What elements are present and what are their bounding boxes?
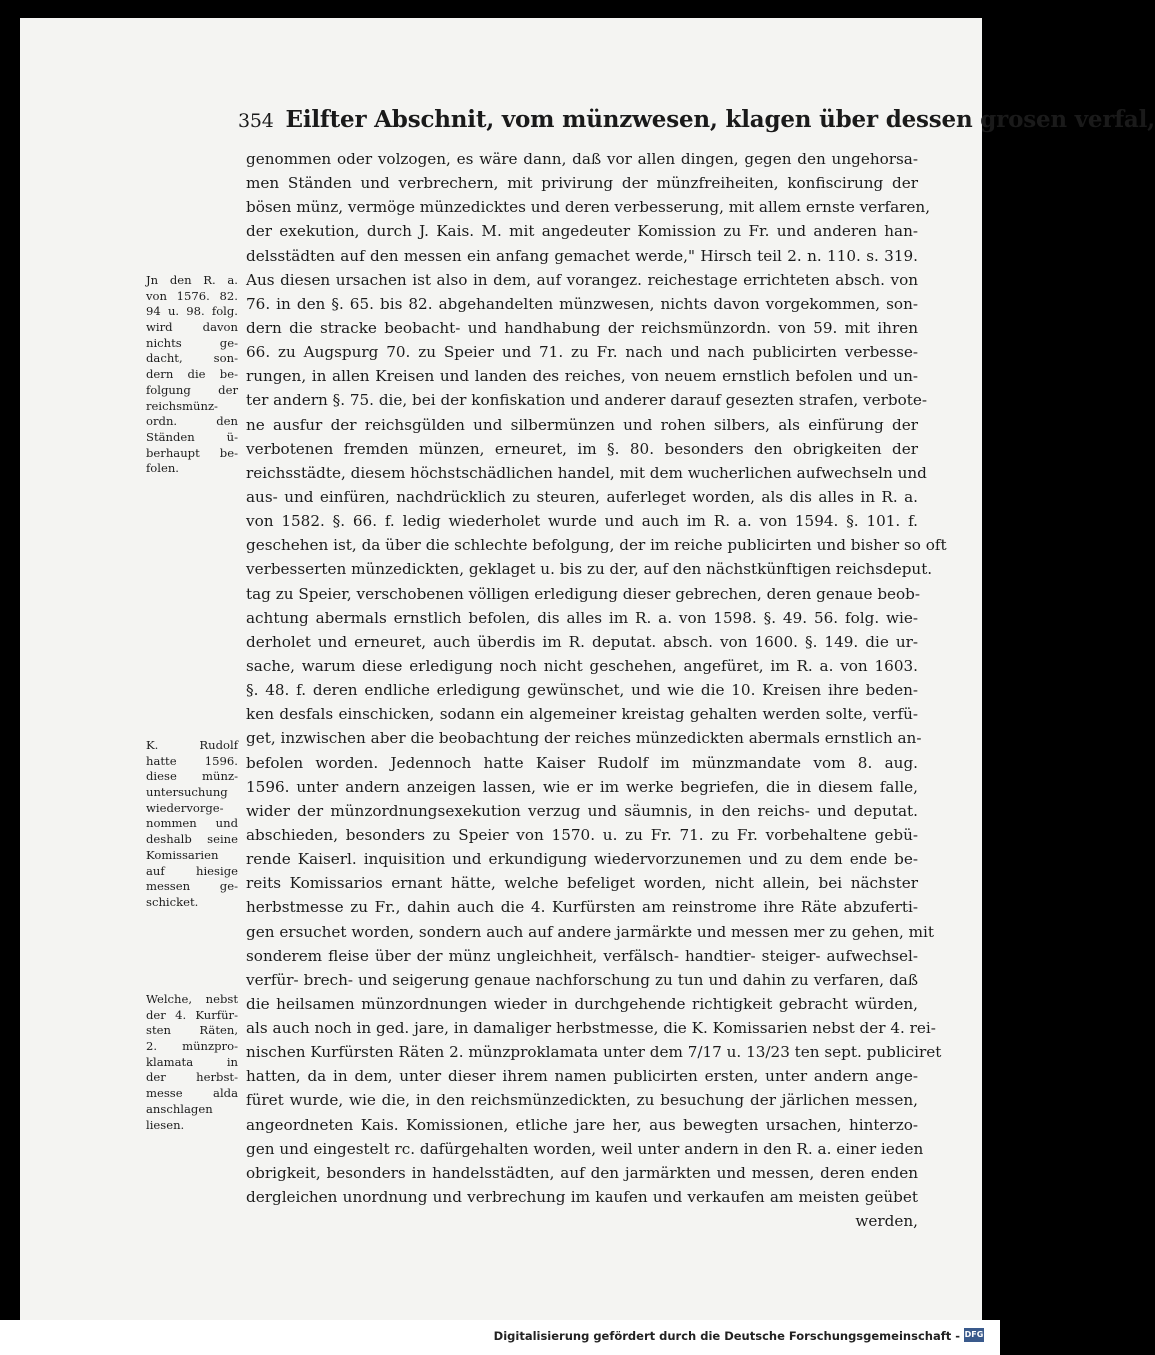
- marginal-note-line: Ständen ü-: [146, 429, 238, 444]
- text-line: 1596. unter andern anzeigen lassen, wie er im werke begriefen, die in diesem falle,: [246, 777, 918, 796]
- running-title: Eilfter Abschnit, vom münzwesen, klagen über dessen grosen verfal,: [285, 106, 1155, 133]
- text-line: hatten, da in dem, unter dieser ihrem namen publicirten ersten, unter andern ange-: [246, 1067, 918, 1086]
- text-line: achtung abermals ernstlich befolen, dis alles im R. a. von 1598. §. 49. 56. folg. wie-: [246, 608, 918, 627]
- marginal-note-line: K. Rudolf: [146, 738, 238, 752]
- text-line: verbotenen fremden münzen, erneuret, im §. 80. besonders den obrigkeiten der: [246, 439, 918, 458]
- text-line: geschehen ist, da über die schlechte befolgung, der im reiche publicirten und bisher so oft: [246, 536, 947, 555]
- text-line: herbstmesse zu Fr., dahin auch die 4. Kurfürsten am reinstrome ihre Räte abzuferti-: [246, 898, 918, 917]
- text-line: dern die stracke beobacht- und handhabung der reichsmünzordn. von 59. mit ihren: [246, 318, 918, 337]
- text-line: befolen worden. Jedennoch hatte Kaiser Rudolf im münzmandate vom 8. aug.: [246, 753, 918, 772]
- text-line: obrigkeit, besonders in handelsstädten, auf den jarmärkten und messen, deren enden: [246, 1163, 918, 1182]
- text-line: der exekution, durch J. Kais. M. mit angedeuter Komission zu Fr. und anderen han-: [246, 222, 918, 241]
- marginal-note-line: messe alda: [146, 1086, 238, 1101]
- marginal-note-line: 2. münzpro-: [146, 1039, 238, 1054]
- text-line: tag zu Speier, verschobenen völligen erledigung dieser gebrechen, deren genaue beob-: [246, 584, 921, 603]
- marginal-note-line: dern die be-: [146, 367, 238, 382]
- text-line: rende Kaiserl. inquisition und erkundigung wiedervorzunemen und zu dem ende be-: [246, 850, 918, 869]
- text-line: reichsstädte, diesem höchstschädlichen handel, mit dem wucherlichen aufwechseln und: [246, 463, 927, 482]
- text-line: verfür- brech- und seigerung genaue nachforschung zu tun und dahin zu verfaren, daß: [246, 970, 918, 989]
- text-line: men Ständen und verbrechern, mit privirung der münzfreiheiten, konfiscirung der: [246, 174, 918, 193]
- marginal-note: [146, 738, 238, 911]
- text-line: ken desfals einschicken, sodann ein algemeiner kreistag gehalten werden solte, verfü-: [246, 705, 918, 724]
- marginal-note-line: berhaupt be-: [146, 445, 238, 460]
- text-line: rungen, in allen Kreisen und landen des reiches, von neuem ernstlich befolen und un-: [246, 367, 918, 386]
- page-number: 354: [238, 110, 274, 132]
- marginal-note-line: auf hiesige: [146, 863, 238, 878]
- text-line: 66. zu Augspurg 70. zu Speier und 71. zu Fr. nach und nach publicirten verbesse-: [246, 343, 918, 362]
- marginal-note-line: messen ge-: [146, 879, 238, 894]
- text-line: aus- und einfüren, nachdrücklich zu steuren, auferleget worden, als dis alles in R. a.: [246, 487, 918, 506]
- marginal-note-line: folen.: [146, 461, 179, 476]
- marginal-note-line: klamata in: [146, 1054, 238, 1069]
- marginal-note-line: wird davon: [146, 320, 238, 335]
- marginal-note-line: Jn den R. a.: [146, 273, 238, 287]
- text-line: angeordneten Kais. Komissionen, etliche jare her, aus bewegten ursachen, hinterzo-: [246, 1115, 918, 1134]
- text-line: wider der münzordnungsexekution verzug und säumnis, in den reichs- und deputat.: [246, 801, 918, 820]
- text-line: ne ausfur der reichsgülden und silbermünzen und rohen silbers, als einfürung der: [246, 415, 918, 434]
- marginal-note-line: der herbst-: [146, 1070, 238, 1085]
- marginal-note-line: schicket.: [146, 894, 199, 909]
- text-line: Aus diesen ursachen ist also in dem, auf vorangez. reichestage errichteten absch. von: [246, 270, 918, 289]
- marginal-note-line: dacht, son-: [146, 351, 238, 366]
- text-line: gen ersuchet worden, sondern auch auf andere jarmärkte und messen mer zu gehen, mit: [246, 922, 934, 941]
- text-line: genommen oder volzogen, es wäre dann, daß vor allen dingen, gegen den ungehorsa-: [246, 150, 918, 168]
- text-line: füret wurde, wie die, in den reichsmünzedickten, zu besuchung der järlichen messen,: [246, 1091, 918, 1110]
- text-line: derholet und erneuret, auch überdis im R. deputat. absch. von 1600. §. 149. die ur-: [246, 632, 918, 651]
- marginal-note-line: anschlagen: [146, 1101, 213, 1116]
- running-header: [238, 106, 1155, 133]
- text-line: ter andern §. 75. die, bei der konfiskation und anderer darauf gesezten strafen, verbote-: [246, 391, 927, 410]
- marginal-note: [146, 992, 238, 1133]
- text-line: werden,: [855, 1212, 918, 1231]
- text-line: nischen Kurfürsten Räten 2. münzproklamata unter dem 7/17 u. 13/23 ten sept. publiciret: [246, 1043, 942, 1062]
- marginal-note-line: Komissarien: [146, 847, 219, 862]
- marginal-note-line: Welche, nebst: [146, 992, 238, 1006]
- text-line: abschieden, besonders zu Speier von 1570. u. zu Fr. 71. zu Fr. vorbehaltene gebü-: [246, 825, 918, 844]
- body-text: [246, 147, 947, 1233]
- marginal-note-line: wiedervorge-: [146, 800, 224, 815]
- marginal-note-line: hatte 1596.: [146, 753, 238, 768]
- funding-notice: Digitalisierung gefördert durch die Deutsche Forschungsgemeinschaft -: [493, 1329, 960, 1343]
- text-line: get, inzwischen aber die beobachtung der reiches münzedickten abermals ernstlich an-: [246, 729, 922, 748]
- marginal-note-line: nommen und: [146, 816, 238, 831]
- marginal-note-line: deshalb seine: [146, 832, 238, 847]
- marginal-note: [146, 273, 238, 477]
- text-line: §. 48. f. deren endliche erledigung gewünschet, und wie die 10. Kreisen ihre beden-: [246, 681, 918, 700]
- marginal-note-line: reichsmünz-: [146, 398, 218, 413]
- text-line: bösen münz, vermöge münzedicktes und deren verbesserung, mit allem ernste verfaren,: [246, 198, 931, 217]
- text-line: von 1582. §. 66. f. ledig wiederholet wurde und auch im R. a. von 1594. §. 101. f.: [246, 512, 918, 531]
- marginal-note-line: 94 u. 98. folg.: [146, 304, 238, 319]
- text-line: als auch noch in ged. jare, in damaliger herbstmesse, die K. Komissarien nebst der 4. rei-: [246, 1019, 936, 1038]
- text-line: delsstädten auf den messen ein anfang gemachet werde," Hirsch teil 2. n. 110. s. 319.: [246, 246, 918, 265]
- text-line: 76. in den §. 65. bis 82. abgehandelten münzwesen, nichts davon vorgekommen, son-: [246, 294, 918, 313]
- marginal-note-line: von 1576. 82.: [146, 288, 238, 303]
- dfg-logo: DFG: [964, 1328, 984, 1342]
- text-line: die heilsamen münzordnungen wieder in durchgehende richtigkeit gebracht würden,: [246, 994, 918, 1013]
- marginal-note-line: sten Räten,: [146, 1023, 238, 1038]
- marginal-note-line: ordn. den: [146, 414, 238, 429]
- text-line: gen und eingestelt rc. dafürgehalten worden, weil unter andern in den R. a. einer ieden: [246, 1139, 924, 1158]
- footer-bar: [0, 1320, 1000, 1355]
- text-line: sonderem fleise über der münz ungleichheit, verfälsch- handtier- steiger- aufwechsel-: [246, 946, 918, 965]
- text-line: sache, warum diese erledigung noch nicht geschehen, angefüret, im R. a. von 1603.: [246, 656, 918, 675]
- marginal-note-line: liesen.: [146, 1117, 185, 1132]
- marginal-note-line: der 4. Kurfür-: [146, 1007, 238, 1022]
- marginal-note-line: nichts ge-: [146, 335, 238, 350]
- text-line: dergleichen unordnung und verbrechung im kaufen und verkaufen am meisten geübet: [246, 1188, 918, 1207]
- marginal-note-line: untersuchung: [146, 785, 228, 800]
- text-line: reits Komissarios ernant hätte, welche befeliget worden, nicht allein, bei nächster: [246, 874, 918, 893]
- text-line: verbesserten münzedickten, geklaget u. bis zu der, auf den nächstkünftigen reichsdeput.: [246, 560, 933, 579]
- marginal-note-line: diese münz-: [146, 769, 238, 784]
- marginal-note-line: folgung der: [146, 382, 238, 397]
